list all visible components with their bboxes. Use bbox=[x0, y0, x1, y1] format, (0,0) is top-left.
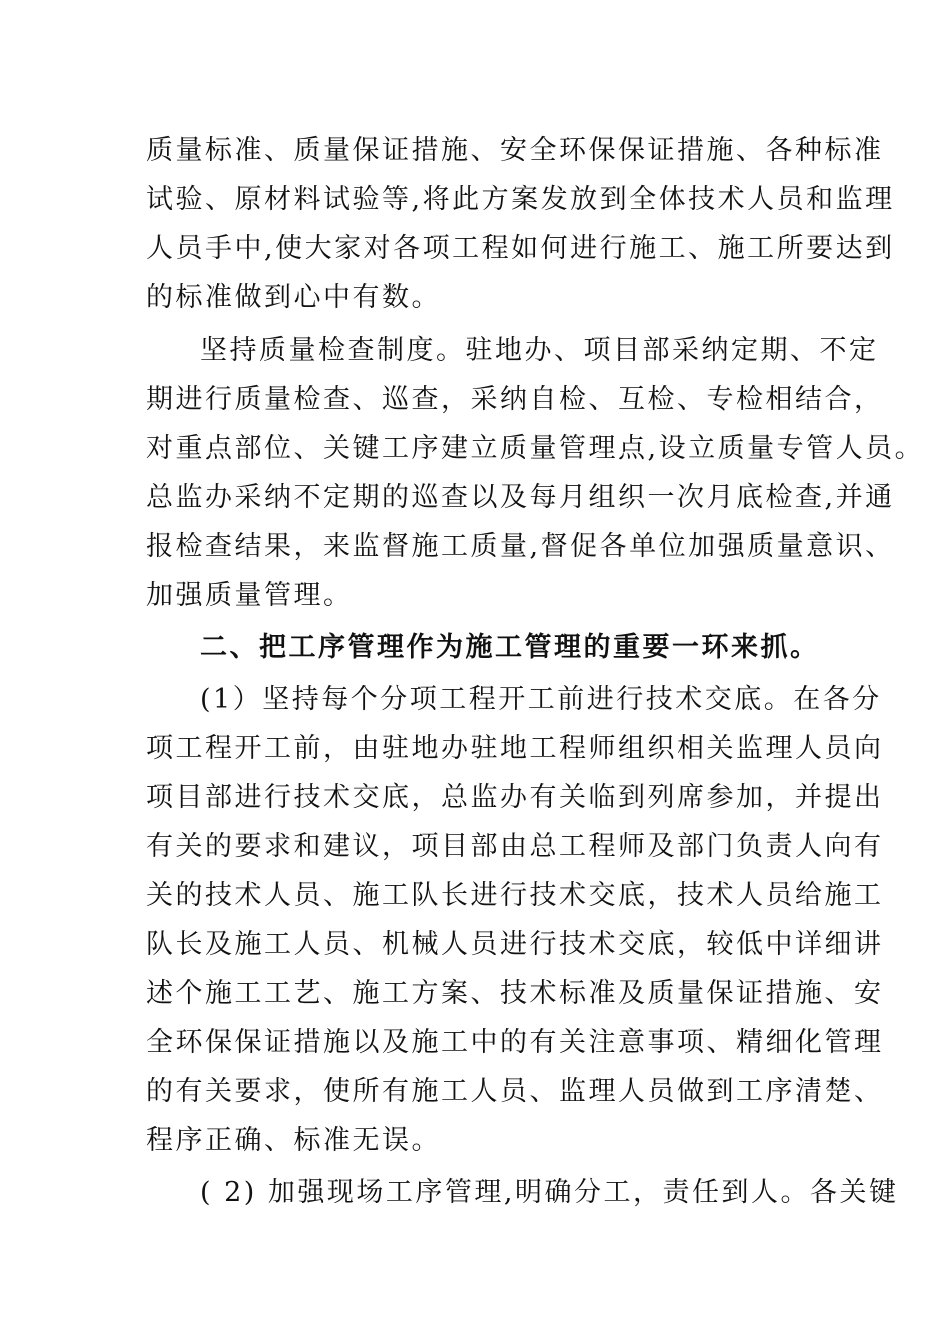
text-line: 队长及施工人员、机械人员进行技术交底，较低中详细讲 bbox=[146, 929, 884, 960]
text-line: 对重点部位、关键工序建立质量管理点,设立质量专管人员。 bbox=[146, 433, 925, 464]
text-line: 总监办采纳不定期的巡查以及每月组织一次月底检查,并通 bbox=[146, 482, 895, 513]
text-line: 人员手中,使大家对各项工程如何进行施工、施工所要达到 bbox=[146, 233, 895, 264]
text-line: 加强质量管理。 bbox=[146, 580, 353, 611]
text-line: 坚持质量检查制度。驻地办、项目部采纳定期、不定 bbox=[200, 335, 879, 366]
text-line: ( 2) 加强现场工序管理,明确分工，责任到人。各关键 bbox=[200, 1177, 899, 1208]
text-line: 报检查结果，来监督施工质量,督促各单位加强质量意识、 bbox=[146, 531, 895, 562]
text-line: 项目部进行技术交底，总监办有关临到列席参加，并提出 bbox=[146, 782, 884, 813]
text-line: 期进行质量检查、巡查，采纳自检、互检、专检相结合， bbox=[146, 384, 884, 415]
text-line: (1）坚持每个分项工程开工前进行技术交底。在各分 bbox=[200, 684, 882, 715]
text-line: 述个施工工艺、施工方案、技术标准及质量保证措施、安 bbox=[146, 978, 884, 1009]
text-line: 全环保保证措施以及施工中的有关注意事项、精细化管理 bbox=[146, 1027, 884, 1058]
text-line: 有关的要求和建议，项目部由总工程师及部门负责人向有 bbox=[146, 831, 884, 862]
text-line: 质量标准、质量保证措施、安全环保保证措施、各种标准 bbox=[146, 135, 884, 166]
text-line: 试验、原材料试验等,将此方案发放到全体技术人员和监理 bbox=[146, 184, 895, 215]
text-line: 的有关要求，使所有施工人员、监理人员做到工序清楚、 bbox=[146, 1076, 884, 1107]
text-line: 程序正确、标准无误。 bbox=[146, 1125, 441, 1156]
text-line: 的标准做到心中有数。 bbox=[146, 282, 441, 313]
text-line: 关的技术人员、施工队长进行技术交底，技术人员给施工 bbox=[146, 880, 884, 911]
section-heading: 二、把工序管理作为施工管理的重要一环来抓。 bbox=[200, 632, 820, 663]
text-line: 项工程开工前，由驻地办驻地工程师组织相关监理人员向 bbox=[146, 733, 884, 764]
